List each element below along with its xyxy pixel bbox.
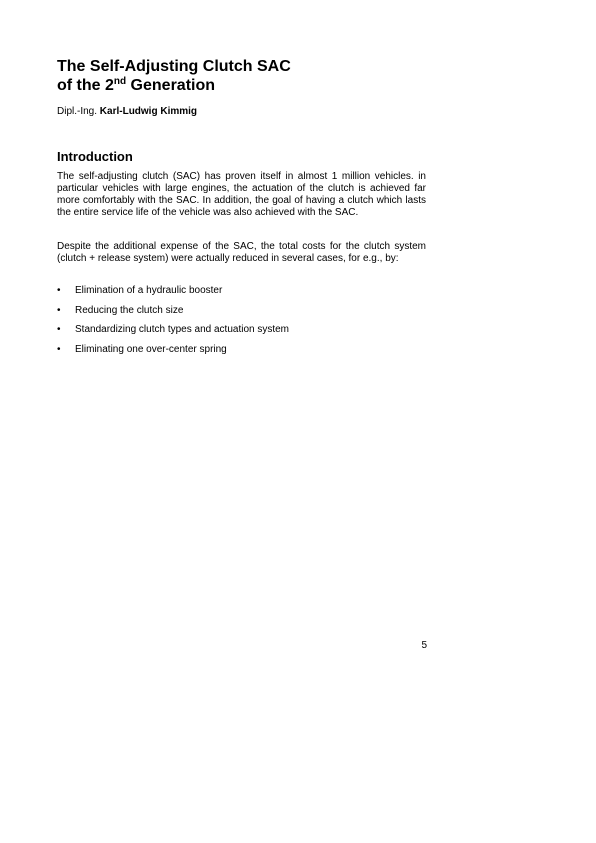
paragraph-2: Despite the additional expense of the SAC, the total costs for the clutch system (clutch + release system) were actually reduced in several cases, for e.g., by: xyxy=(57,241,426,264)
bullet-text: Reducing the clutch size xyxy=(75,304,184,316)
bullet-item xyxy=(57,344,426,356)
bullet-text: Eliminating one over-center spring xyxy=(75,343,227,355)
author-prefix: Dipl.-Ing. xyxy=(57,106,100,117)
author-line xyxy=(57,106,197,118)
bullet-marker: • xyxy=(57,343,61,355)
bullet-text: Elimination of a hydraulic booster xyxy=(75,285,223,296)
bullet-item xyxy=(57,324,426,336)
author-name: Karl-Ludwig Kimmig xyxy=(99,106,198,117)
bullet-marker: • xyxy=(57,285,61,296)
page-number: 5 xyxy=(421,640,427,651)
title-ordinal-superscript: nd xyxy=(113,76,127,87)
paragraph-1: The self-adjusting clutch (SAC) has proven itself in almost 1 million vehicles. in particular vehicles with large engines, the actuation of the clutch is achieved far more comfortably with the SAC. In addition, the goal of having a clutch which lasts the entire service life of the vehicle was also achieved with the SAC. xyxy=(57,171,426,218)
title-line-1: The Self-Adjusting Clutch SAC xyxy=(57,58,291,75)
document-title xyxy=(57,57,437,95)
title-line-2-suffix: Generation xyxy=(126,77,216,94)
bullet-marker: • xyxy=(57,324,61,335)
bullet-marker: • xyxy=(57,304,61,316)
bullet-item xyxy=(57,305,426,317)
bullet-item xyxy=(57,285,426,297)
title-line-2-prefix: of the 2 xyxy=(57,77,114,94)
bullet-text: Standardizing clutch types and actuation system xyxy=(75,324,290,335)
section-heading: Introduction xyxy=(57,149,133,164)
bullet-list xyxy=(57,285,426,363)
